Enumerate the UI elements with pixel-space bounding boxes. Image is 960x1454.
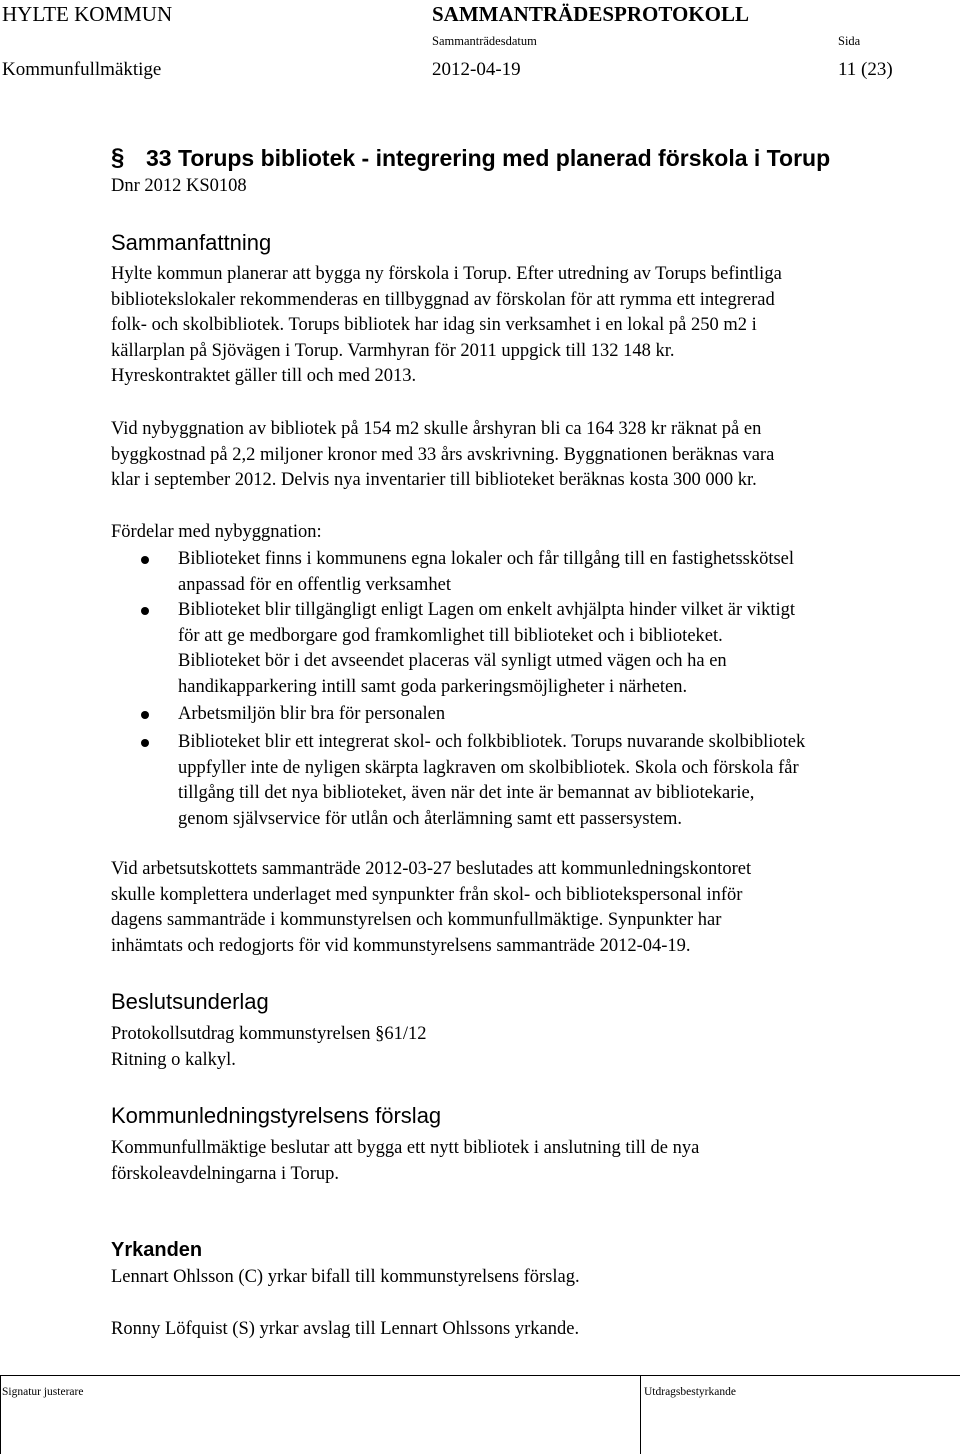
text-line: Hylte kommun planerar att bygga ny förskola i Torup. Efter utredning av Torups befintliga [111, 264, 782, 284]
bullet-icon [141, 711, 149, 719]
organization-name: HYLTE KOMMUN [2, 2, 173, 26]
bullet-icon [141, 607, 149, 615]
summary-paragraph-1 [111, 262, 926, 390]
extract-label: Utdragsbestyrkande [644, 1386, 736, 1398]
text-line: genom självservice för utlån och återlämning samt ett passersystem. [178, 808, 682, 829]
text-line: uppfyller inte de nyligen skärpta lagkraven om skolbibliotek. Skola och förskola får [178, 757, 799, 778]
text-line: förskoleavdelningarna i Torup. [111, 1163, 340, 1184]
meeting-body: Kommunfullmäktige [2, 59, 162, 80]
text-line: dagens sammanträde i kommunstyrelsen och kommunfullmäktige. Synpunkter har [111, 910, 722, 931]
basis-reference: 61/12 [384, 1024, 427, 1044]
signature-label: Signatur justerare [2, 1386, 84, 1398]
meeting-date: 2012-04-19 [432, 59, 521, 80]
text-line: byggkostnad på 2,2 miljoner kronor med 33 års avskrivning. Byggnationen beräknas vara [111, 444, 775, 465]
text-line: Vid arbetsutskottets sammanträde 2012-03-27 beslutades att kommunledningskontoret [111, 859, 752, 879]
section-sign: § [375, 1024, 385, 1044]
text-line: Biblioteket finns i kommunens egna lokaler och får tillgång till en fastighetsskötsel [178, 549, 795, 569]
proposal-heading: Kommunledningstyrelsens förslag [111, 1103, 442, 1128]
diary-number: Dnr 2012 KS0108 [111, 176, 247, 196]
date-label: Sammanträdesdatum [432, 34, 537, 48]
footer-divider [0, 1375, 960, 1376]
text-line: skulle komplettera underlaget med synpunkter från skol- och bibliotekspersonal inför [111, 884, 743, 905]
item-title: 33 Torups bibliotek - integrering med planerad förskola i Torup [146, 145, 831, 171]
text-line: Biblioteket blir tillgängligt enligt Lagen om enkelt avhjälpta hinder vilket är viktigt [178, 600, 796, 620]
proposal-paragraph [111, 1136, 926, 1187]
basis-line-1 [111, 1022, 427, 1048]
text-line: Biblioteket blir ett integrerat skol- och folkbibliotek. Torups nuvarande skolbibliotek [178, 732, 806, 752]
bullet-item [178, 730, 938, 832]
basis-heading: Beslutsunderlag [111, 989, 269, 1014]
page-label: Sida [838, 34, 861, 48]
bullet-icon [141, 739, 149, 747]
bullet-item [178, 547, 938, 598]
motions-heading: Yrkanden [111, 1239, 203, 1261]
text-line: Hyreskontraktet gäller till och med 2013. [111, 366, 417, 387]
text-line: Vid nybyggnation av bibliotek på 154 m2 skulle årshyran bli ca 164 328 kr räknat på en [111, 419, 762, 439]
text-line: Biblioteket bör i det avseendet placeras väl synligt utmed vägen och ha en [178, 651, 727, 672]
text-line: inhämtats och redogjorts för vid kommunstyrelsens sammanträde 2012-04-19. [111, 935, 691, 956]
text-line: för att ge medborgare god framkomlighet till biblioteket och i biblioteket. [178, 625, 723, 646]
text-line: anpassad för en offentlig verksamhet [178, 574, 451, 595]
motion-line-1: Lennart Ohlsson (C) yrkar bifall till kommunstyrelsens förslag. [111, 1267, 580, 1287]
footer-cell-border [0, 1375, 1, 1454]
text-line: Arbetsmiljön blir bra för personalen [178, 704, 446, 724]
text-line: folk- och skolbibliotek. Torups bibliotek har idag sin verksamhet i en lokal på 250 m2 i [111, 315, 757, 336]
text-line: Kommunfullmäktige beslutar att bygga ett nytt bibliotek i anslutning till de nya [111, 1138, 700, 1158]
text-line: bibliotekslokaler rekommenderas en tillbyggnad av förskolan för att rymma ett integrerad [111, 289, 775, 310]
summary-paragraph-2 [111, 417, 926, 494]
footer-cell-border [640, 1375, 641, 1454]
page-number: 11 (23) [838, 59, 893, 80]
text-line: klar i september 2012. Delvis nya inventarier till biblioteket beräknas kosta 300 000 kr. [111, 470, 757, 491]
bullet-item [178, 702, 938, 728]
motion-line-2: Ronny Löfquist (S) yrkar avslag till Lennart Ohlssons yrkande. [111, 1319, 580, 1339]
bullet-item [178, 598, 938, 700]
basis-line-2: Ritning o kalkyl. [111, 1050, 236, 1070]
text-line: källarplan på Sjövägen i Torup. Varmhyran för 2011 uppgick till 132 148 kr. [111, 340, 675, 361]
summary-heading: Sammanfattning [111, 230, 272, 255]
text-line: handikapparkering intill samt goda parkeringsmöjligheter i närheten. [178, 676, 688, 697]
summary-paragraph-3 [111, 857, 926, 959]
document-type: SAMMANTRÄDESPROTOKOLL [432, 2, 749, 26]
basis-prefix: Protokollsutdrag kommunstyrelsen [111, 1024, 376, 1044]
bullet-icon [141, 556, 149, 564]
text-line: tillgång till det nya biblioteket, även när det inte är bemannat av bibliotekarie, [178, 783, 755, 804]
advantages-intro: Fördelar med nybyggnation: [111, 522, 322, 542]
section-sign: § [111, 144, 125, 171]
